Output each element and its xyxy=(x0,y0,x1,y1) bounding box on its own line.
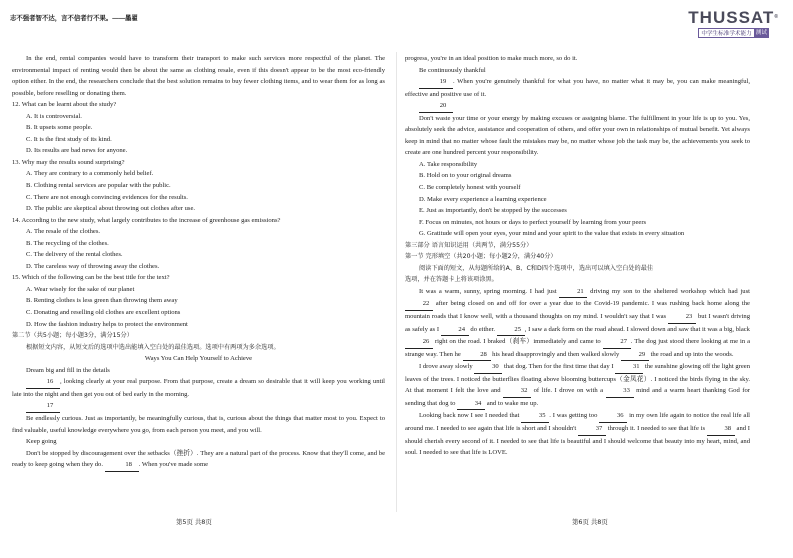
blank-26: 26 xyxy=(405,336,433,349)
logo-tag-left: 中学生标准学术能力 xyxy=(698,28,753,38)
paragraph-text: and I should cherish every second of it. I needed to see that life is beautiful and I should welcome that beauty into my heart, mind, and soul. I needed to see that life is LOVE. xyxy=(405,424,750,457)
passage-paragraph xyxy=(12,376,385,400)
part-3-title: 第三部分 语言知识运用（共两节，满分55分） xyxy=(405,241,533,249)
option: A. They are contrary to a commonly held belief. xyxy=(26,170,154,178)
question-14: 14. According to the new study, what largely contributes to the increase of greenhouse gas emissions? xyxy=(12,216,281,224)
paragraph-text: that dog. Then for the first time that day I xyxy=(504,363,614,371)
blank-21: 21 xyxy=(559,286,587,299)
question-13: 13. Why may the results sound surprising? xyxy=(12,158,125,166)
blank-28: 28 xyxy=(463,349,491,362)
option: E. Just as importantly, don't be stopped by the successes xyxy=(419,207,567,215)
blank-35: 35 xyxy=(521,410,549,423)
page-number-left: 第5页 共8页 xyxy=(176,518,212,526)
blank-38: 38 xyxy=(707,423,735,436)
blank-22: 22 xyxy=(405,298,433,311)
option: C. The delivery of the rental clothes. xyxy=(26,251,123,259)
passage-subheading: Keep going xyxy=(26,438,57,446)
option: D. The careless way of throwing away the clothes. xyxy=(26,262,160,270)
blank-23: 23 xyxy=(668,311,696,324)
section-2-instructions: 根据短文内容，从短文后的选项中选出能填入空白处的最佳选项。选项中有两项为多余选项。 xyxy=(26,343,280,351)
section-2-title: 第二节（共5小题；每小题3分，满分15分） xyxy=(12,332,133,340)
paragraph-text: . When you've made some xyxy=(138,461,209,469)
passage-paragraph: Don't waste your time or your energy by making excuses or assigning blame. The fulfillment in your life is up to you. Yes, absolutely seek the advice, assistance and cooperation of others, and offer your own in relationships of mutual benefit. Yet always keep in mind that no matter whose fault the mistakes may be, no matter whose job the task may be, the achievements you seek to create are one hundred percent your responsibility. xyxy=(405,114,750,157)
option: D. How the fashion industry helps to protect the environment xyxy=(26,320,188,328)
option: A. It is controversial. xyxy=(26,112,82,120)
logo-brand xyxy=(688,9,779,26)
blank-32: 32 xyxy=(503,385,531,398)
paragraph-text: his head disapprovingly and then walked slowly xyxy=(492,350,620,358)
blank-37: 37 xyxy=(578,423,606,436)
column-divider xyxy=(396,52,397,512)
option: A. Wear wisely for the sake of our planet xyxy=(26,285,135,293)
question-15: 15. Which of the following can be the best title for the text? xyxy=(12,274,170,282)
option: B. Hold on to your original dreams xyxy=(419,172,512,180)
option: A. Take responsibility xyxy=(419,160,478,168)
passage-subheading: Dream big and fill in the details xyxy=(26,366,110,374)
blank-20: 20 xyxy=(419,100,453,113)
option: B. It upsets some people. xyxy=(26,124,93,132)
paragraph-text: Don't be stopped by discouragement over the setbacks（挫折）. They are a natural part of the process. Know that they'll come, and be ready to keep going when they do. xyxy=(12,449,385,469)
cloze-paragraph xyxy=(405,286,750,361)
blank-24: 24 xyxy=(441,324,469,337)
blank-16: 16 xyxy=(26,376,60,389)
passage-paragraph: In the end, rental companies would have to transform their transport to make such services more respectful of the planet. The environmental impact of renting would then be about the same as clothing resale, even if this doesn't appear to be the most eco-friendly option either. In the end, the researchers conclude that the best solution remains to buy fewer clothing items, and to wear them for as long as possible, before reselling or donating them. xyxy=(12,55,385,97)
paragraph-text: , I saw a dark form on the road ahead. I slowed down and saw that it was a big, black xyxy=(524,325,750,333)
blank-27: 27 xyxy=(603,336,631,349)
page-6-column xyxy=(405,53,750,459)
option: C. Be completely honest with yourself xyxy=(419,184,521,192)
passage-paragraph xyxy=(405,100,750,113)
paragraph-text: right on the road. I braked（刹车）immediately and came to xyxy=(434,338,601,346)
page-number-right: 第6页 共8页 xyxy=(572,518,608,526)
paragraph-text: in my own life again to notice the real life all around me. I needed to see again that life is short and I shouldn't xyxy=(405,412,750,432)
paragraph-text: the road and up into the woods. xyxy=(650,350,734,358)
paragraph-text: and to wake me up. xyxy=(486,399,539,407)
blank-29: 29 xyxy=(621,349,649,362)
paragraph-text: , looking clearly at your real purpose. From that purpose, create a dream so desirable that it will keep you working until late into the night and then get you out of bed early in the morning. xyxy=(12,378,385,398)
blank-33: 33 xyxy=(606,385,634,398)
paragraph-text: do either. xyxy=(470,325,496,333)
part-3-section-1-title: 第一节 完形填空（共20小题；每小题2分，满分40分） xyxy=(405,253,557,261)
paragraph-text: It was a warm, sunny, spring morning. I had just xyxy=(419,287,557,295)
blank-30: 30 xyxy=(474,361,502,374)
blank-18: 18 xyxy=(105,459,139,472)
paragraph-text: through it. I needed to see that life is xyxy=(607,424,706,432)
option: B. Clothing rental services are popular with the public. xyxy=(26,182,171,190)
option: B. Renting clothes is less green than throwing them away xyxy=(26,297,178,305)
paragraph-text: . The dog just stood there looking at me in a strange way. Then he xyxy=(405,338,751,358)
passage-paragraph xyxy=(405,76,750,100)
blank-25: 25 xyxy=(497,324,525,337)
option: B. The recycling of the clothes. xyxy=(26,239,109,247)
cloze-paragraph xyxy=(405,410,750,458)
paragraph-text: . When you're genuinely thankful for what you have, no matter what it may be, you can make meaningful, effective and positive use of it. xyxy=(405,78,750,98)
page-5-column xyxy=(12,53,385,472)
option: D. The public are skeptical about throwing out clothes after use. xyxy=(26,205,196,213)
option: D. Its results are bad news for anyone. xyxy=(26,147,128,155)
cloze-paragraph xyxy=(405,361,750,410)
question-12: 12. What can be learnt about the study? xyxy=(12,101,117,109)
logo-reg-mark: ® xyxy=(774,14,779,20)
logo-brand-text: THUSSAT xyxy=(688,8,775,27)
passage-paragraph: Be endlessly curious. Just as importantly, be meaningfully curious, that is, curious about the things that matter most to you. Expect to find valuable, useful knowledge everywhere you go, from each person you meet, and you will. xyxy=(12,414,385,434)
header-motto: 志不强者智不达，言不信者行不果。——墨翟 xyxy=(10,15,138,22)
option: G. Gratitude will open your eyes, your mind and your spirit to the value that exists in every situation xyxy=(419,230,685,238)
option: C. It is the first study of its kind. xyxy=(26,135,112,143)
paragraph-text: but I wasn't driving as safely as I xyxy=(405,313,751,333)
paragraph-text: I drove away slowly xyxy=(419,363,473,371)
option: C. Donating and reselling old clothes are excellent options xyxy=(26,309,181,317)
paragraph-text: the sunshine glowing off the light green leaves of the trees. I noticed the butterflies floating above blooming buttercups（金凤花）. I noticed the birds flying in the sky. At that moment I felt the love and xyxy=(405,363,750,395)
blank-31: 31 xyxy=(615,361,643,374)
paragraph-text: mind and a warm heart thanking God for sending that dog to xyxy=(405,387,750,407)
paragraph-text: after being closed on and off for over a year due to the Covid-19 pandemic. I was rushing back home along the mountain roads that I know well, with a thousand thoughts on my mind. I wouldn't say that I was xyxy=(405,300,750,321)
blank-17: 17 xyxy=(26,400,60,413)
blank-34: 34 xyxy=(457,398,485,411)
paragraph-text: Looking back now I see I needed that xyxy=(419,412,520,420)
part-3-instructions-cont: 选项，并在答题卡上将该项涂黑。 xyxy=(405,276,498,284)
option: A. The resale of the clothes. xyxy=(26,228,101,236)
option: D. Make every experience a learning experience xyxy=(419,195,547,203)
logo-tag-right: 测试 xyxy=(755,30,767,36)
passage-paragraph xyxy=(12,448,385,472)
passage-paragraph: progress, you're in an ideal position to make much more, so do it. xyxy=(405,55,578,62)
option: F. Focus on minutes, not hours or days to perfect yourself by learning from your peers xyxy=(419,218,647,226)
passage-title: Ways You Can Help Yourself to Achieve xyxy=(144,355,253,363)
part-3-instructions: 阅读下面的短文，从每题所给的A、B、C和D四个选项中，选出可以填入空白处的最佳 xyxy=(419,264,654,272)
passage-paragraph xyxy=(12,400,385,413)
blank-19: 19 xyxy=(419,76,453,89)
option: C. There are not enough convincing evidences for the results. xyxy=(26,193,188,201)
passage-subheading: Be continuously thankful xyxy=(419,66,486,74)
paragraph-text: of life. I drove on with a xyxy=(533,387,604,395)
logo-tagline xyxy=(688,28,779,38)
blank-36: 36 xyxy=(599,410,627,423)
paragraph-text: . I was getting too xyxy=(549,412,598,420)
thussat-logo xyxy=(688,9,779,38)
paragraph-text: driving my son to the sheltered workshop which had just xyxy=(590,287,750,295)
